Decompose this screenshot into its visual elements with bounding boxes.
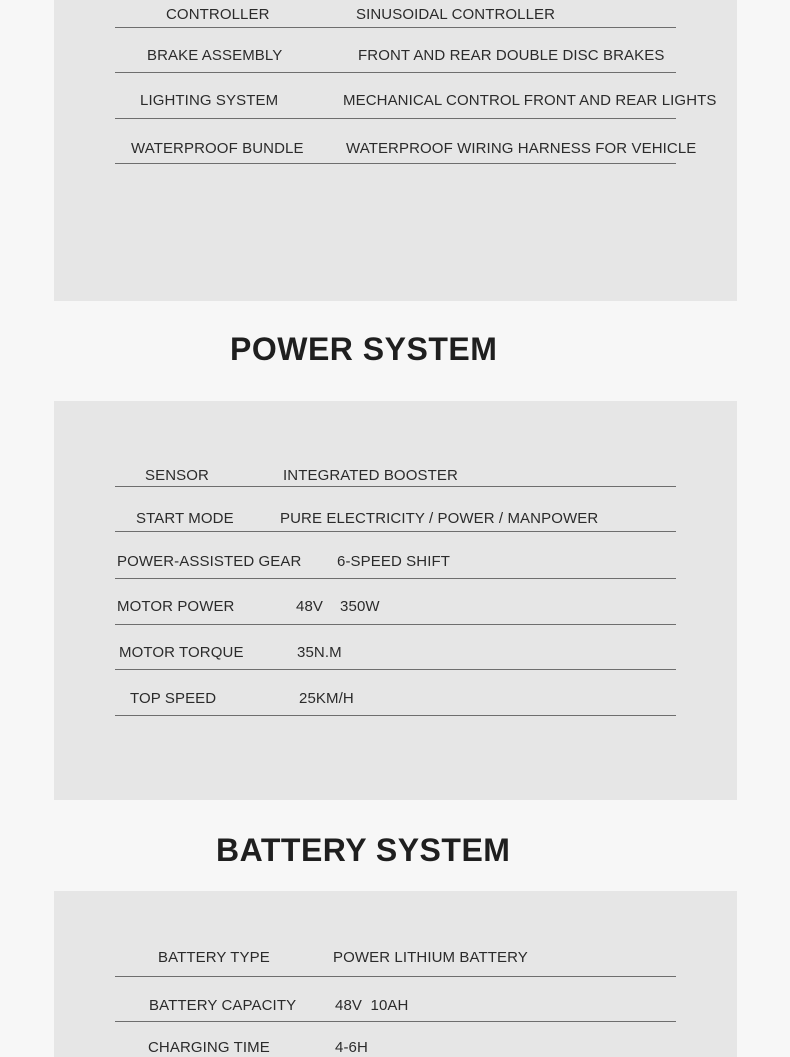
spec-value-top-speed: 25KM/H xyxy=(299,690,354,707)
section-title-battery-system: BATTERY SYSTEM xyxy=(216,832,511,868)
spec-divider xyxy=(115,531,676,532)
spec-value-charging-time: 4-6H xyxy=(335,1039,368,1056)
spec-label-motor-power: MOTOR POWER xyxy=(117,598,235,615)
spec-divider xyxy=(115,1021,676,1022)
spec-label-charging-time: CHARGING TIME xyxy=(148,1039,270,1056)
spec-divider xyxy=(115,715,676,716)
spec-value-lighting-system: MECHANICAL CONTROL FRONT AND REAR LIGHTS xyxy=(343,92,717,109)
spec-label-sensor: SENSOR xyxy=(145,467,209,484)
spec-label-top-speed: TOP SPEED xyxy=(130,690,217,707)
spec-label-power-assisted-gear: POWER-ASSISTED GEAR xyxy=(117,553,302,570)
spec-divider xyxy=(115,27,676,28)
spec-panel-battery xyxy=(54,891,737,1057)
spec-divider xyxy=(115,976,676,977)
spec-value-battery-capacity: 48V 10AH xyxy=(335,997,409,1014)
spec-divider xyxy=(115,163,676,164)
spec-label-waterproof-bundle: WATERPROOF BUNDLE xyxy=(131,140,304,157)
spec-value-sensor: INTEGRATED BOOSTER xyxy=(283,467,458,484)
spec-divider xyxy=(115,72,676,73)
section-title-power-system: POWER SYSTEM xyxy=(230,331,498,367)
spec-divider xyxy=(115,578,676,579)
spec-label-brake-assembly: BRAKE ASSEMBLY xyxy=(147,47,283,64)
spec-value-battery-type: POWER LITHIUM BATTERY xyxy=(333,949,528,966)
spec-divider xyxy=(115,118,676,119)
spec-label-battery-type: BATTERY TYPE xyxy=(158,949,270,966)
spec-label-battery-capacity: BATTERY CAPACITY xyxy=(149,997,297,1014)
spec-divider xyxy=(115,669,676,670)
spec-value-brake-assembly: FRONT AND REAR DOUBLE DISC BRAKES xyxy=(358,47,665,64)
spec-value-motor-torque: 35N.M xyxy=(297,644,342,661)
spec-value-power-assisted-gear: 6-SPEED SHIFT xyxy=(337,553,450,570)
spec-value-waterproof-bundle: WATERPROOF WIRING HARNESS FOR VEHICLE xyxy=(346,140,697,157)
spec-label-lighting-system: LIGHTING SYSTEM xyxy=(140,92,279,109)
spec-value-controller: SINUSOIDAL CONTROLLER xyxy=(356,6,556,23)
spec-label-motor-torque: MOTOR TORQUE xyxy=(119,644,244,661)
spec-value-start-mode: PURE ELECTRICITY / POWER / MANPOWER xyxy=(280,510,599,527)
spec-divider xyxy=(115,624,676,625)
spec-divider xyxy=(115,486,676,487)
spec-value-motor-power: 48V 350W xyxy=(296,598,380,615)
spec-label-controller: CONTROLLER xyxy=(166,6,270,23)
spec-label-start-mode: START MODE xyxy=(136,510,234,527)
